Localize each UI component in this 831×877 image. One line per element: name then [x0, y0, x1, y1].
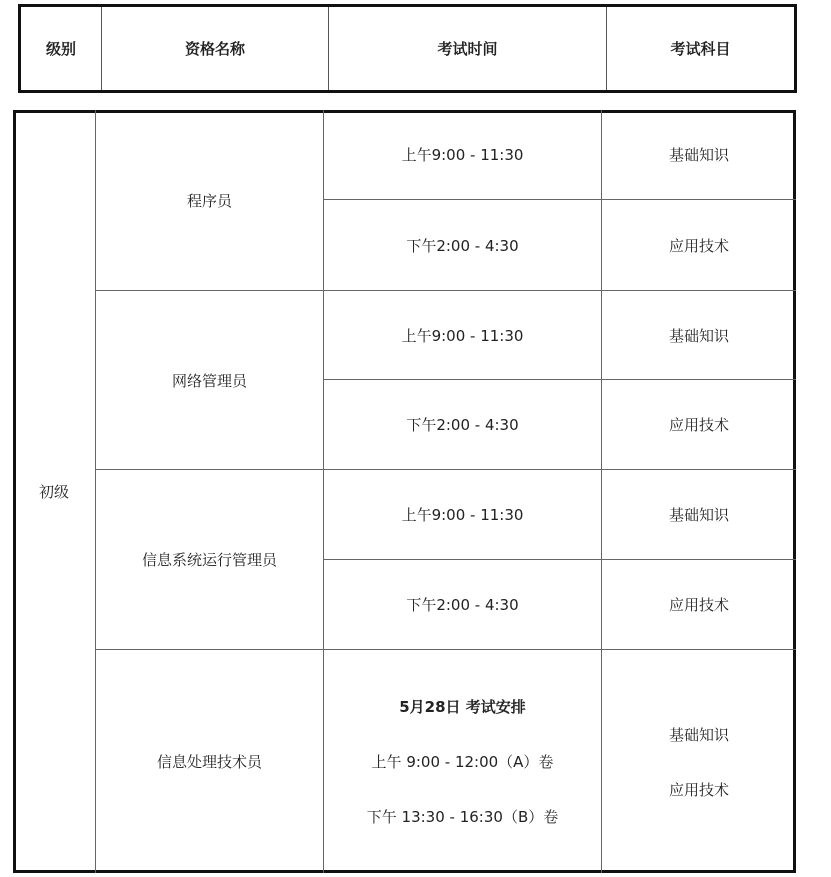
subject-cell: [602, 650, 796, 873]
schedule-line: 下午 13:30 - 16:30（B）卷: [366, 808, 559, 826]
subject-cell: 应用技术: [668, 236, 729, 255]
level-cell: 初级: [38, 483, 69, 501]
header-time: 考试时间: [328, 7, 606, 90]
schedule-cell: [324, 650, 601, 873]
time-cell: 下午2:00 - 4:30: [406, 416, 519, 434]
subject-cell: 应用技术: [668, 596, 729, 614]
qualification-cell: 信息系统运行管理员: [141, 551, 277, 569]
qualification-cell: 程序员: [186, 191, 232, 210]
subject-cell: 应用技术: [668, 416, 729, 434]
subject-line: 应用技术: [668, 780, 729, 799]
schedule-title: 5月28日 考试安排: [399, 698, 526, 716]
header-subject: 考试科目: [606, 7, 794, 90]
schedule-line: 上午 9:00 - 12:00（A）卷: [371, 753, 554, 771]
subject-cell: 基础知识: [668, 506, 729, 524]
table-header: [18, 4, 797, 93]
time-cell: 上午9:00 - 11:30: [401, 326, 524, 345]
subject-cell: 基础知识: [668, 326, 729, 345]
header-level: 级别: [45, 40, 76, 58]
qualification-cell: 网络管理员: [171, 371, 247, 390]
header-qualification: 资格名称: [101, 7, 328, 90]
subject-cell: 基础知识: [668, 146, 729, 164]
time-cell: 下午2:00 - 4:30: [406, 596, 519, 614]
time-cell: 下午2:00 - 4:30: [406, 236, 519, 255]
subject-line: 基础知识: [668, 725, 729, 744]
qualification-cell: 信息处理技术员: [156, 753, 262, 771]
time-cell: 上午9:00 - 11:30: [401, 146, 524, 164]
time-cell: 上午9:00 - 11:30: [401, 506, 524, 524]
